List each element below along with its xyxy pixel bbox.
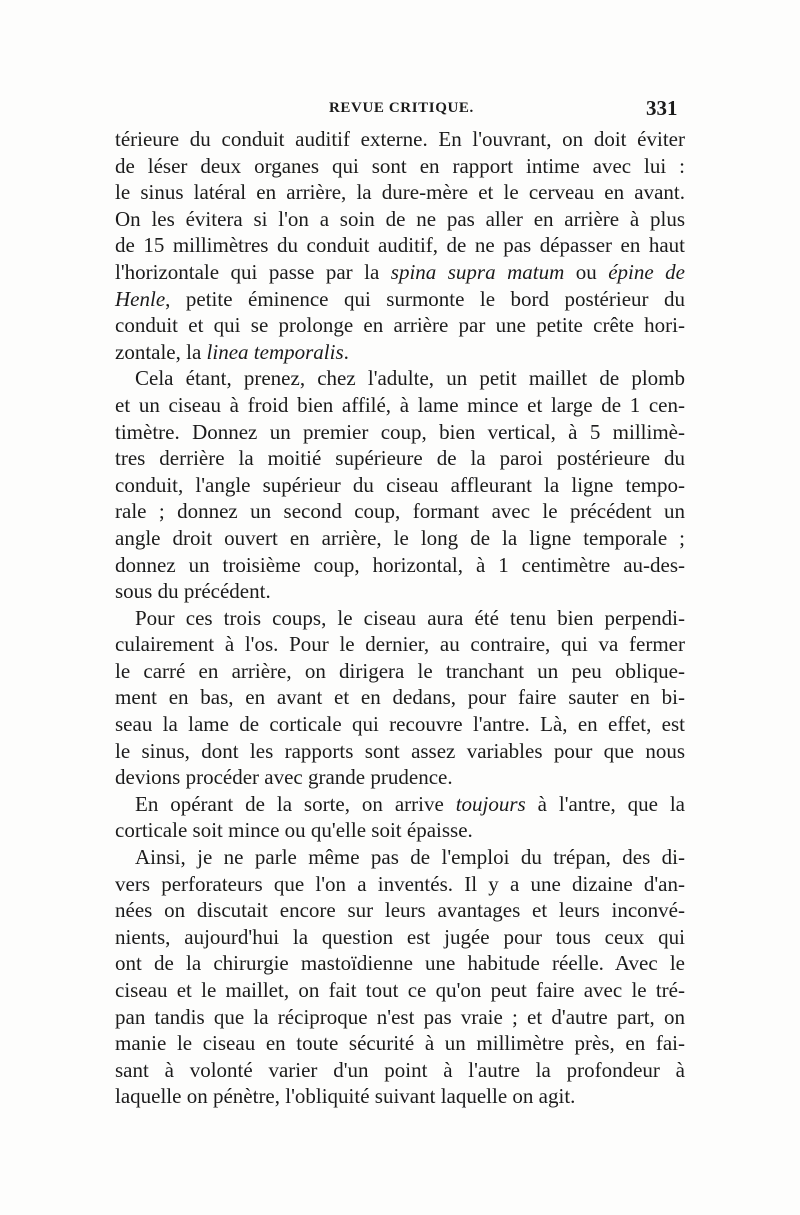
italic-text: spina supra matum xyxy=(390,259,565,284)
text-segment: et un ciseau à froid bien affilé, à lame mince et large de 1 cen- xyxy=(115,392,685,417)
text-segment: de 15 millimètres du conduit auditif, de ne pas dépasser en haut xyxy=(115,233,685,258)
text-segment: à l'antre, que la xyxy=(525,791,686,816)
text-line xyxy=(115,472,685,499)
text-segment: conduit, l'angle supérieur du ciseau affleurant la ligne tempo- xyxy=(115,472,685,497)
text-line xyxy=(115,232,685,259)
text-line xyxy=(115,392,685,419)
text-segment: nients, aujourd'hui la question est jugée pour tous ceux qui xyxy=(115,924,685,949)
italic-text: linea temporalis xyxy=(206,339,344,364)
text-segment: l'horizontale qui passe par la xyxy=(115,259,391,284)
page-header xyxy=(0,96,800,126)
text-segment: angle droit ouvert en arrière, le long de la ligne temporale ; xyxy=(115,525,685,550)
text-line xyxy=(115,1004,685,1031)
text-segment: , petite éminence qui surmonte le bord postérieur du xyxy=(165,286,685,311)
text-segment: térieure du conduit auditif externe. En l'ouvrant, on doit éviter xyxy=(115,127,685,151)
text-line xyxy=(115,552,685,579)
text-line xyxy=(115,419,685,446)
text-segment: pan tandis que la réciproque n'est pas vraie ; et d'autre part, on xyxy=(115,1004,685,1029)
text-line xyxy=(115,791,685,818)
text-line xyxy=(115,179,685,206)
text-segment: laquelle on pénètre, l'obliquité suivant laquelle on agit. xyxy=(115,1084,576,1109)
text-segment: sant à volonté varier d'un point à l'autre la profondeur à xyxy=(115,1057,685,1082)
text-segment: On les évitera si l'on a soin de ne pas aller en arrière à plus xyxy=(115,206,685,231)
text-line xyxy=(115,206,685,233)
text-segment: En opérant de la sorte, on arrive xyxy=(135,791,456,816)
text-segment: rale ; donnez un second coup, formant avec le précédent un xyxy=(115,499,685,524)
text-segment: de léser deux organes qui sont en rapport intime avec lui : xyxy=(115,153,685,178)
text-line xyxy=(115,977,685,1004)
text-line xyxy=(115,445,685,472)
text-line xyxy=(115,764,685,791)
text-line xyxy=(115,658,685,685)
text-segment: ciseau et le maillet, on fait tout ce qu'on peut faire avec le tré- xyxy=(115,978,685,1002)
italic-text: Henle xyxy=(115,286,166,311)
text-line xyxy=(115,897,685,924)
text-segment: devions procéder avec grande prudence. xyxy=(115,765,453,790)
text-line xyxy=(115,950,685,977)
body-text xyxy=(115,126,685,1110)
text-segment: le carré en arrière, on dirigera le tranchant un peu oblique- xyxy=(115,658,685,683)
text-segment: ment en bas, en avant et en dedans, pour faire sauter en bi- xyxy=(115,685,685,710)
text-segment: ont de la chirurgie mastoïdienne une habitude réelle. Avec le xyxy=(115,951,685,976)
text-segment: Pour ces trois coups, le ciseau aura été tenu bien perpendi- xyxy=(135,605,685,630)
text-line xyxy=(115,684,685,711)
text-line xyxy=(115,365,685,392)
text-line xyxy=(115,605,685,632)
text-segment: . xyxy=(343,339,349,364)
italic-text: épine de xyxy=(608,259,685,284)
text-segment: conduit et qui se prolonge en arrière par une petite crête hori- xyxy=(115,313,685,338)
text-segment: vers perforateurs que l'on a inventés. Il y a une dizaine d'an- xyxy=(115,871,685,896)
text-segment: manie le ciseau en toute sécurité à un millimètre près, en fai- xyxy=(115,1031,685,1056)
text-segment: timètre. Donnez un premier coup, bien vertical, à 5 millimè- xyxy=(115,419,685,444)
text-line xyxy=(115,844,685,871)
text-line xyxy=(115,578,685,605)
text-line xyxy=(115,153,685,180)
text-segment: Ainsi, je ne parle même pas de l'emploi du trépan, des di- xyxy=(135,845,685,870)
text-segment: ou xyxy=(564,259,609,284)
text-segment: Cela étant, prenez, chez l'adulte, un petit maillet de plomb xyxy=(135,366,685,391)
text-segment: nées on discutait encore sur leurs avantages et leurs inconvé- xyxy=(115,898,685,923)
page-number: 331 xyxy=(646,96,678,120)
text-segment: le sinus latéral en arrière, la dure-mère et le cerveau en avant. xyxy=(115,180,685,205)
text-line xyxy=(115,339,685,366)
text-line xyxy=(115,259,685,286)
text-segment: le sinus, dont les rapports sont assez variables pour que nous xyxy=(115,738,685,763)
text-line xyxy=(115,1030,685,1057)
text-line xyxy=(115,126,685,153)
text-segment: tres derrière la moitié supérieure de la paroi postérieure du xyxy=(115,446,685,471)
italic-text: toujours xyxy=(455,791,526,816)
text-line xyxy=(115,286,685,313)
text-segment: sous du précédent. xyxy=(115,579,271,604)
text-line xyxy=(115,312,685,339)
text-line xyxy=(115,1057,685,1084)
text-line xyxy=(115,711,685,738)
text-line xyxy=(115,631,685,658)
text-line xyxy=(115,498,685,525)
text-segment: zontale, la xyxy=(115,339,207,364)
text-line xyxy=(115,738,685,765)
running-title: REVUE CRITIQUE. xyxy=(329,100,474,116)
text-line xyxy=(115,871,685,898)
text-line xyxy=(115,525,685,552)
text-line xyxy=(115,924,685,951)
text-line xyxy=(115,817,685,844)
text-segment: donnez un troisième coup, horizontal, à 1 centimètre au-des- xyxy=(115,552,685,577)
text-segment: seau la lame de corticale qui recouvre l'antre. Là, en effet, est xyxy=(115,712,685,737)
text-segment: corticale soit mince ou qu'elle soit épaisse. xyxy=(115,818,473,843)
text-segment: culairement à l'os. Pour le dernier, au contraire, qui va fermer xyxy=(115,632,685,657)
text-line xyxy=(115,1083,685,1110)
